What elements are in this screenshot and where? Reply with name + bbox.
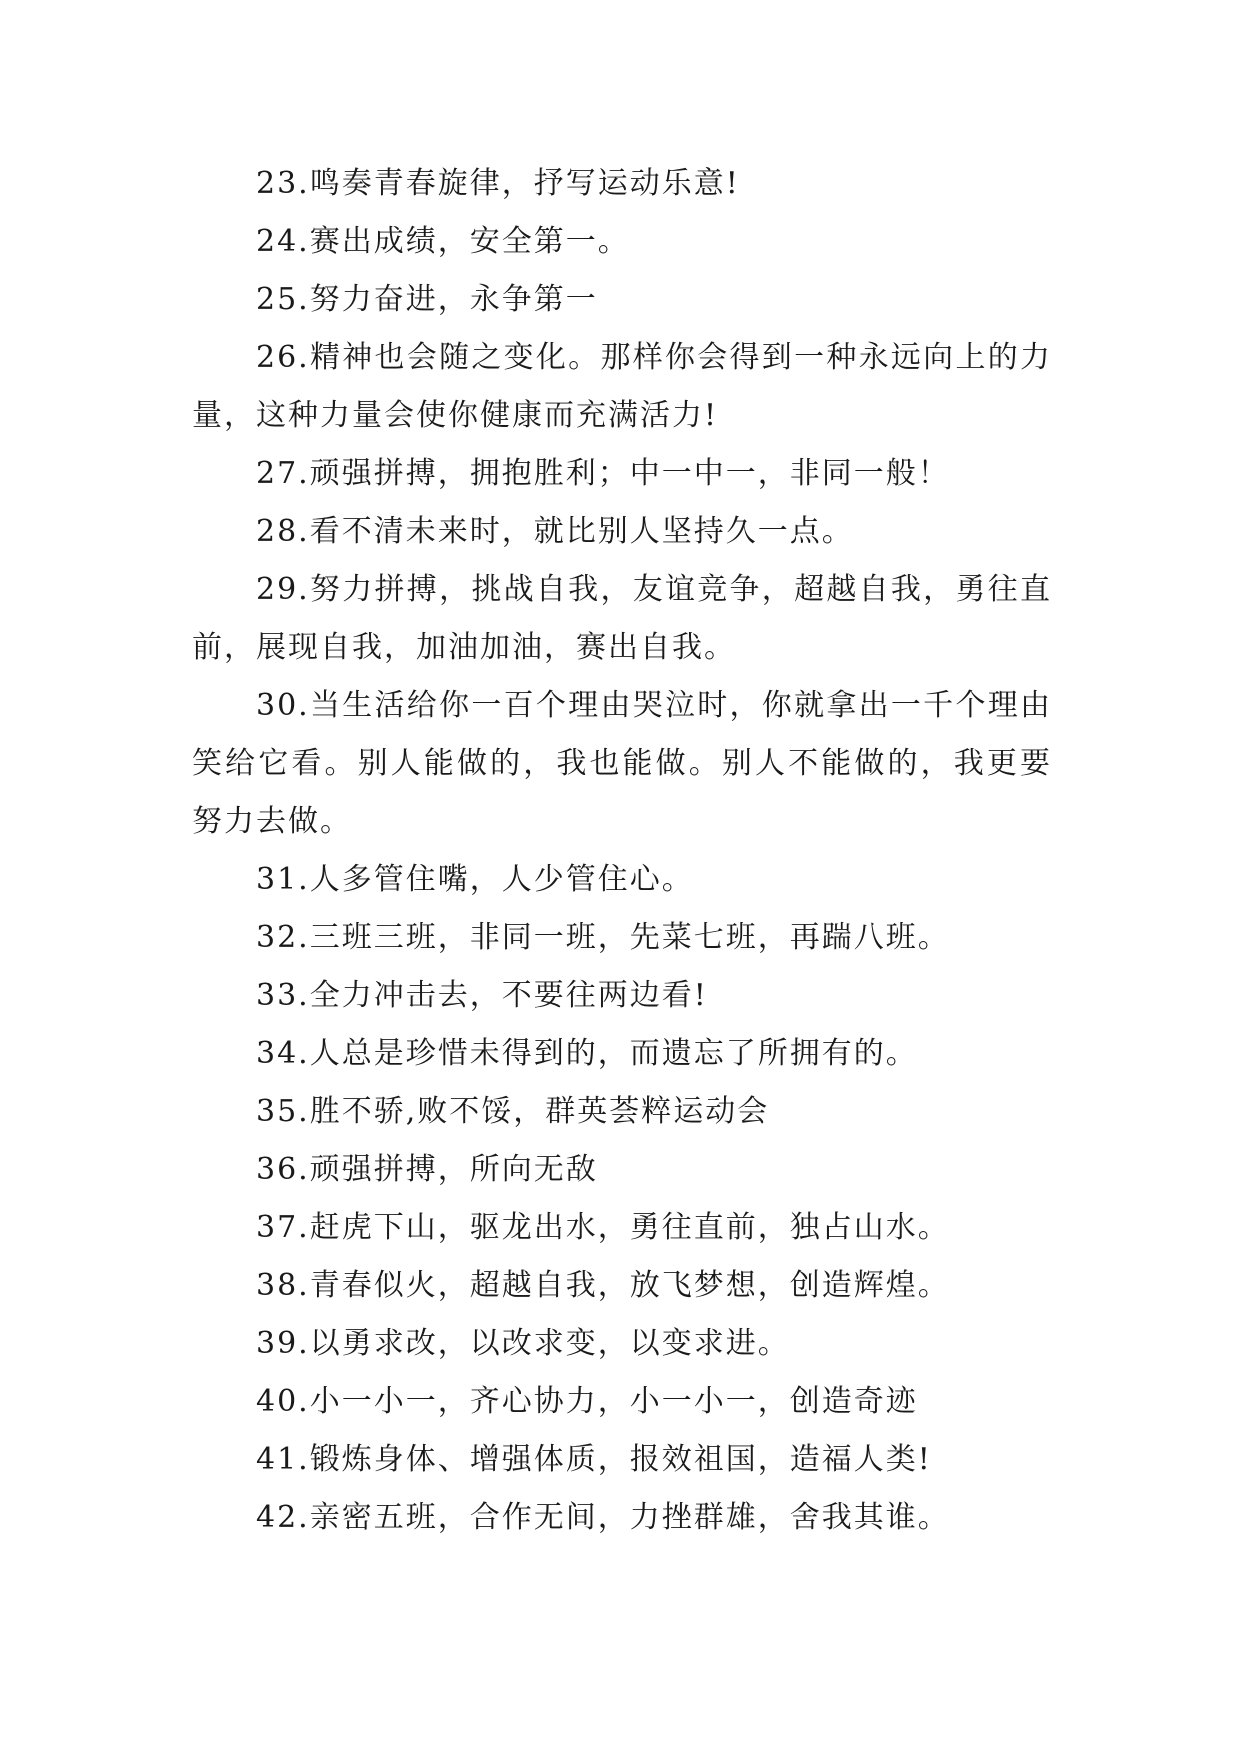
list-item: 36.顽强拼搏，所向无敌 (256, 1152, 598, 1187)
list-item: 30.当生活给你一百个理由哭泣时，你就拿出一千个理由笑给它看。别人能做的，我也能做。别人不能做的，我更要努力去做。 (192, 688, 1052, 839)
list-item: 26.精神也会随之变化。那样你会得到一种永远向上的力量，这种力量会使你健康而充满活力! (192, 340, 1052, 433)
list-item: 28.看不清未来时，就比别人坚持久一点。 (256, 514, 854, 549)
list-item: 25.努力奋进，永争第一 (256, 282, 598, 317)
list-item: 39.以勇求改，以改求变，以变求进。 (256, 1326, 790, 1361)
list-item: 29.努力拼搏，挑战自我，友谊竞争，超越自我，勇往直前，展现自我，加油加油，赛出自我。 (192, 572, 1052, 665)
list-item: 40.小一小一，齐心协力，小一小一，创造奇迹 (256, 1384, 918, 1419)
list-item: 41.锻炼身体、增强体质，报效祖国，造福人类! (256, 1442, 932, 1477)
list-item: 34.人总是珍惜未得到的，而遗忘了所拥有的。 (256, 1036, 918, 1071)
list-item: 31.人多管住嘴，人少管住心。 (256, 862, 694, 897)
list-item: 23.鸣奏青春旋律，抒写运动乐意! (256, 166, 740, 201)
slogan-list (192, 155, 1052, 1547)
list-item: 42.亲密五班，合作无间，力挫群雄，舍我其谁。 (256, 1500, 950, 1535)
list-item: 38.青春似火，超越自我，放飞梦想，创造辉煌。 (256, 1268, 950, 1303)
list-item: 27.顽强拼搏，拥抱胜利；中一中一，非同一般！ (256, 456, 950, 491)
list-item: 37.赶虎下山，驱龙出水，勇往直前，独占山水。 (256, 1210, 950, 1245)
list-item: 32.三班三班，非同一班，先菜七班，再踹八班。 (256, 920, 950, 955)
list-item: 24.赛出成绩，安全第一。 (256, 224, 630, 259)
list-item: 33.全力冲击去，不要往两边看! (256, 978, 708, 1013)
list-item: 35.胜不骄,败不馁，群英荟粹运动会 (256, 1094, 770, 1129)
